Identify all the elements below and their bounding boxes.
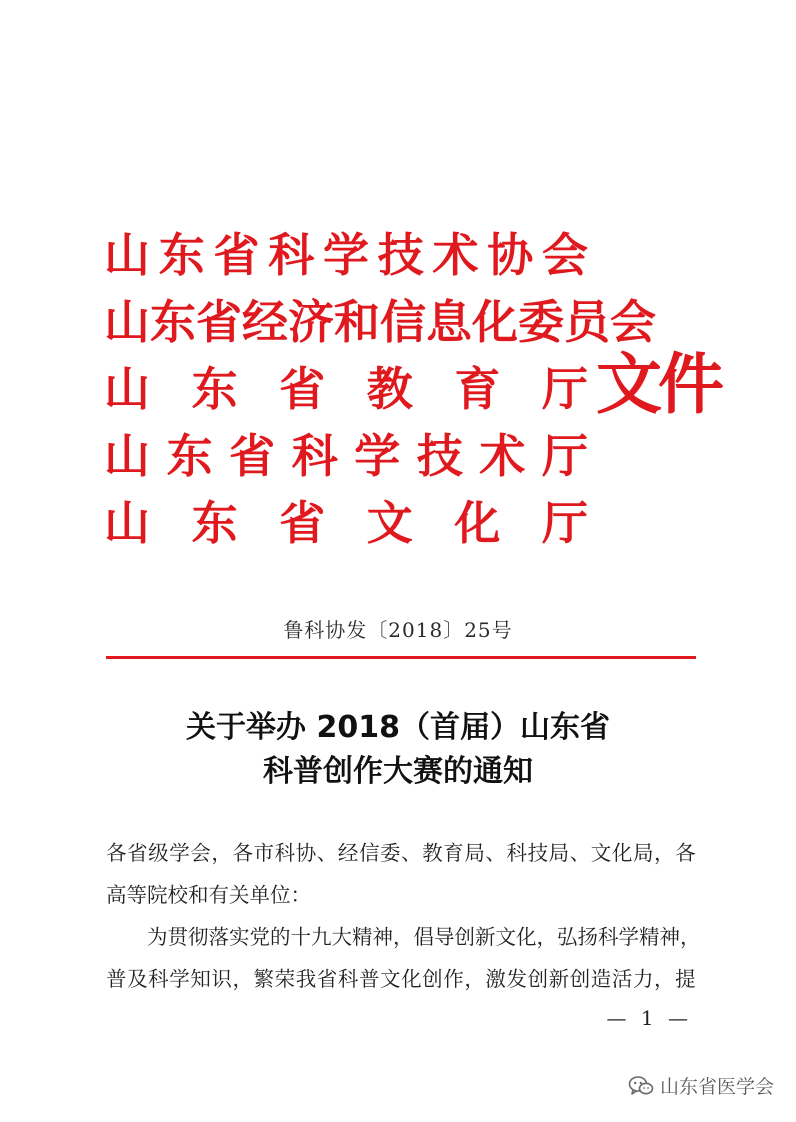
glyph: 学 bbox=[618, 925, 639, 949]
glyph: 神 bbox=[659, 925, 680, 949]
glyph: 及 bbox=[127, 967, 148, 991]
glyph: 各 bbox=[232, 841, 253, 865]
glyph: 导 bbox=[434, 925, 455, 949]
document-title bbox=[0, 706, 796, 794]
org-line-3 bbox=[104, 356, 588, 423]
glyph: 技 bbox=[527, 841, 549, 865]
glyph: 育 bbox=[443, 841, 464, 865]
glyph: 各 bbox=[675, 841, 696, 865]
glyph: 省 bbox=[213, 228, 260, 282]
glyph: ， bbox=[536, 925, 557, 949]
glyph: 倡 bbox=[413, 925, 434, 949]
glyph: 文 bbox=[366, 496, 413, 550]
glyph: 协 bbox=[487, 228, 534, 282]
glyph: 神 bbox=[372, 925, 393, 949]
glyph: ， bbox=[654, 841, 675, 865]
document-number: 鲁科协发〔2018〕25号 bbox=[283, 618, 513, 642]
glyph: 东 bbox=[191, 362, 238, 416]
glyph: 教 bbox=[366, 362, 413, 416]
glyph: 技 bbox=[416, 429, 463, 483]
glyph: 委 bbox=[518, 295, 564, 349]
glyph: 新 bbox=[475, 925, 496, 949]
glyph: 创 bbox=[454, 925, 475, 949]
glyph: 技 bbox=[377, 228, 424, 282]
glyph: 科 bbox=[148, 967, 169, 991]
glyph: 省 bbox=[316, 967, 338, 991]
glyph: 术 bbox=[479, 429, 526, 483]
glyph: 山 bbox=[104, 496, 150, 550]
glyph: 局 bbox=[548, 841, 570, 865]
glyph: 山 bbox=[104, 295, 150, 349]
glyph: 科 bbox=[274, 841, 296, 865]
glyph: 文 bbox=[380, 967, 401, 991]
glyph: 活 bbox=[611, 967, 633, 991]
salutation-line-1 bbox=[106, 832, 696, 874]
glyph: 和 bbox=[334, 295, 380, 349]
glyph: 信 bbox=[358, 841, 380, 865]
glyph: 为 bbox=[147, 925, 168, 949]
glyph: 委 bbox=[380, 841, 401, 865]
glyph: 我 bbox=[295, 967, 317, 991]
issuing-authorities bbox=[104, 222, 656, 557]
glyph: ， bbox=[393, 925, 414, 949]
glyph: 、 bbox=[316, 841, 338, 865]
glyph: 山 bbox=[104, 362, 150, 416]
glyph: 繁 bbox=[253, 967, 275, 991]
glyph: 、 bbox=[569, 841, 591, 865]
watermark-label: 山东省医学会 bbox=[659, 1076, 774, 1098]
glyph: 九 bbox=[311, 925, 332, 949]
glyph: 济 bbox=[288, 295, 334, 349]
glyph: 学 bbox=[323, 228, 369, 282]
red-separator-rule bbox=[106, 656, 696, 659]
glyph: 普 bbox=[358, 967, 380, 991]
glyph: 落 bbox=[208, 925, 229, 949]
glyph: 化 bbox=[454, 496, 501, 550]
glyph: 科 bbox=[291, 429, 338, 483]
glyph: 经 bbox=[337, 841, 359, 865]
glyph: 作 bbox=[443, 967, 464, 991]
glyph: 化 bbox=[472, 295, 518, 349]
glyph: 厅 bbox=[541, 362, 588, 416]
glyph: 创 bbox=[527, 967, 549, 991]
glyph: 员 bbox=[564, 295, 610, 349]
glyph: ， bbox=[680, 925, 701, 949]
glyph: 十 bbox=[290, 925, 311, 949]
org-line-2 bbox=[104, 289, 656, 356]
glyph: 、 bbox=[485, 841, 506, 865]
glyph: 省 bbox=[279, 362, 326, 416]
salutation-line-2: 高等院校和有关单位： bbox=[106, 883, 311, 907]
glyph: ， bbox=[654, 967, 675, 991]
glyph: 级 bbox=[148, 841, 169, 865]
paragraph-line-2 bbox=[106, 958, 696, 1000]
glyph: 术 bbox=[432, 228, 479, 282]
glyph: 市 bbox=[253, 841, 275, 865]
glyph: 精 bbox=[639, 925, 660, 949]
glyph: 科 bbox=[337, 967, 359, 991]
wechat-icon bbox=[628, 1075, 654, 1097]
glyph: 育 bbox=[454, 362, 501, 416]
glyph: 山 bbox=[104, 228, 150, 282]
glyph: 造 bbox=[590, 967, 612, 991]
glyph: 科 bbox=[598, 925, 619, 949]
glyph: 精 bbox=[352, 925, 373, 949]
glyph: 弘 bbox=[557, 925, 578, 949]
glyph: 创 bbox=[422, 967, 443, 991]
glyph: 化 bbox=[401, 967, 422, 991]
glyph: 东 bbox=[150, 295, 196, 349]
org-line-5 bbox=[104, 490, 588, 557]
document-body bbox=[106, 832, 701, 1000]
glyph: 知 bbox=[190, 967, 211, 991]
glyph: 东 bbox=[158, 228, 205, 282]
glyph: 党 bbox=[249, 925, 270, 949]
glyph: 经 bbox=[242, 295, 288, 349]
glyph: 省 bbox=[196, 295, 242, 349]
title-line-2: 科普创作大赛的通知 bbox=[263, 754, 533, 789]
paragraph-line-1 bbox=[106, 916, 701, 958]
glyph: ， bbox=[232, 967, 253, 991]
glyph: 识 bbox=[211, 967, 232, 991]
glyph: 东 bbox=[191, 496, 238, 550]
glyph: 各 bbox=[106, 841, 127, 865]
glyph: 化 bbox=[516, 925, 537, 949]
glyph: 会 bbox=[542, 228, 588, 282]
glyph: 会 bbox=[610, 295, 656, 349]
glyph: 科 bbox=[268, 228, 315, 282]
document-word: 文件 bbox=[596, 346, 720, 423]
page-number: — 1 — bbox=[606, 1006, 692, 1030]
glyph: 文 bbox=[590, 841, 612, 865]
glyph: 东 bbox=[166, 429, 213, 483]
glyph: 协 bbox=[295, 841, 317, 865]
glyph: 学 bbox=[169, 967, 190, 991]
glyph: 省 bbox=[229, 429, 276, 483]
glyph: 扬 bbox=[577, 925, 598, 949]
glyph: 山 bbox=[104, 429, 150, 483]
glyph: 化 bbox=[611, 841, 633, 865]
org-line-4 bbox=[104, 423, 588, 490]
glyph: 的 bbox=[270, 925, 291, 949]
glyph: 发 bbox=[506, 967, 527, 991]
glyph: 力 bbox=[632, 967, 654, 991]
glyph: 局 bbox=[464, 841, 485, 865]
glyph: 、 bbox=[401, 841, 422, 865]
glyph: 激 bbox=[485, 967, 506, 991]
glyph: 创 bbox=[569, 967, 591, 991]
glyph: 省 bbox=[279, 496, 326, 550]
glyph: ， bbox=[464, 967, 485, 991]
glyph: 信 bbox=[380, 295, 426, 349]
org-line-1 bbox=[104, 222, 588, 289]
glyph: 省 bbox=[127, 841, 148, 865]
glyph: 提 bbox=[675, 967, 696, 991]
glyph: 大 bbox=[331, 925, 352, 949]
glyph: 科 bbox=[506, 841, 527, 865]
glyph: 学 bbox=[169, 841, 190, 865]
glyph: 彻 bbox=[188, 925, 209, 949]
glyph: 教 bbox=[422, 841, 443, 865]
glyph: 厅 bbox=[541, 429, 588, 483]
glyph: 新 bbox=[548, 967, 570, 991]
glyph: 实 bbox=[229, 925, 250, 949]
glyph: 会 bbox=[190, 841, 211, 865]
glyph: 学 bbox=[354, 429, 401, 483]
glyph: 普 bbox=[106, 967, 127, 991]
glyph: 文 bbox=[495, 925, 516, 949]
account-watermark bbox=[628, 1072, 774, 1099]
glyph: 局 bbox=[632, 841, 654, 865]
glyph: 贯 bbox=[167, 925, 188, 949]
glyph: 息 bbox=[426, 295, 472, 349]
glyph: 荣 bbox=[274, 967, 296, 991]
title-line-1: 关于举办 2018（首届）山东省 bbox=[186, 710, 610, 745]
glyph: ， bbox=[211, 841, 232, 865]
glyph: 厅 bbox=[541, 496, 588, 550]
